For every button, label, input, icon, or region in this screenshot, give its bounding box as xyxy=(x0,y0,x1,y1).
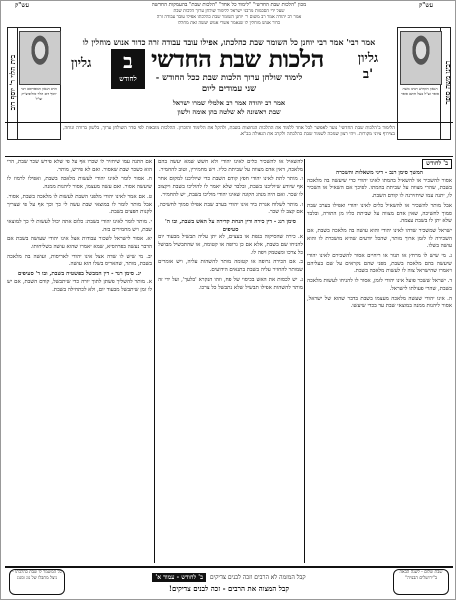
header-sublines xyxy=(79,9,379,27)
top-line: מכון "הלכות שבת החדשי" "לימוד כל אחד" "הלכות שבת" בהעמקות החדשה xyxy=(151,2,307,8)
newsletter-title: הלכות שבת החדשי xyxy=(151,46,324,73)
portrait-vertical-text: רבינו משה סופר xyxy=(443,60,452,105)
newsletter-subtitle: לימוד שולחן ערוך הלכות שבת ככל החודש - שני עמודים ליום xyxy=(155,73,303,94)
column-middle xyxy=(158,159,303,563)
portrait-left xyxy=(7,27,61,140)
paragraph: יב. מי שיש לו שדה אצל אינו יהודי לאריסות, ועושה בה מלאכה בשבת, מותר, שהאריס בשלו הוא עושה. xyxy=(7,253,152,268)
section-heading: יג. סימן רנד - דין המבשל בפשטיה בשבת, ובו ד' סעיפים xyxy=(17,271,142,278)
day-tag: ב' לחודש xyxy=(422,159,452,169)
paragraph: ה. אינו יהודי שעשה מלאכה מעצמו בשבת בדבר שהוא של ישראל, אסור ליהנות ממנה במוצאי שבת עד בכדי שיעשו. xyxy=(307,295,452,310)
divider xyxy=(5,156,453,157)
rabbi-photo xyxy=(19,31,61,85)
paragraph: להשאיל או להשכיר כלים לאינו יהודי ולא חשש שמא יעשה בהם מלאכה, דאין אדם מצווה על שביתת כליו. ויש מחמירין, וטוב להחמיר. xyxy=(158,159,303,173)
header-subline: שעל ידי הסכמות מרבני ישראל ללימוד שולחן ערוך הלכות שבת xyxy=(173,9,285,14)
portrait-caption: הרב הגאון המפורסם רבי יוסף דוב הלוי סולוביצ'יק זצ"ל xyxy=(21,86,57,101)
issue-number: ב' xyxy=(362,67,374,82)
footer-line xyxy=(71,573,387,582)
rabbi-quote: אמר רבי' אמר רבי יוחנן כל השומר שבת כהלכתו, אפילו עובד עבודה זרה כדור אנוש מוחלין לו xyxy=(82,37,376,47)
paragraph: א. כירה שהסיקוה בגפת או בעצים, לא יתן עליה תבשיל מבעוד יום להניחו שם בשבת, אלא אם כן גרופה או קטומה, או שהתבשיל מבושל כל צרכו ומצטמק ויפה לו. xyxy=(158,234,303,256)
paragraph: אסור להשכיר או להשאיל בהמתו לאינו יהודי כדי שיעשה בה מלאכה בשבת, שהרי מצווה על שביתת בהמתו. לפיכך אם השאיל או השכיר לו, יתנה עמו שיחזירנה לו קודם השבת. xyxy=(307,177,452,200)
paragraph: ישראל שמשכיר שדהו לאינו יהודי והוא עושה בה מלאכה בשבת, אם השכירה לו לזמן ארוך מותר, שהכל יודעים שהיא מושכרת לו והוא עושה בשלו. xyxy=(307,227,452,250)
paragraph: ד. ישראל ששכר פועל אינו יהודי לזמן, אסור לו להניחו לעשות מלאכה בשבת, שהרי פעולתו לישראל. xyxy=(307,278,452,292)
paragraph: ט. אם אמר לאינו יהודי מלפני השבת לעשות לו מלאכה בשבת, אסור. אבל מותר לומר לו במוצאי שבת עשה לי כך וכך אף על פי שצריך לקנות חפצים בשבת. xyxy=(7,193,152,216)
paragraph: י. מותר לומר לאינו יהודי בשבת: כלום אתה יכול לעשות לי כך למוצאי שבת, ויש מחמירים בזה. xyxy=(7,218,152,233)
issue-label-left xyxy=(71,56,91,72)
portrait-caption: הגאון הקדוש רבינו משה סופר זצ"ל בעל חתם סופר xyxy=(400,86,440,96)
footer-box-left: כל המשמר לו שבת כהלכתו - ניצל מחבלו של גוג ומגוג xyxy=(9,569,65,595)
intro-text: הלימוד ב'הלכות שבת החדשי' נועד לאפשר לכל אחד ללמוד את ההלכות הנחוצות בשבת, ולהקל את הלימוד והזכרון. ההלכות מובאות לפי סדר השולחן ערוך, בלשון ברורה ונוחה, בצירוף ציוני מקורות. ויהי רצון שנזכה לשמור שבת כהלכתה ולקרב את הגאולה בב"א. xyxy=(63,126,395,138)
footer-text: קבל המזמה לא הרבים וזכה לבנים צדיקים xyxy=(209,574,306,581)
issue-box xyxy=(111,49,145,89)
paragraph: ב. אם הכירה גרופה או קטומה מותר להשהות עליה, ויש אומרים שמותר להחזיר עליה בשבת בתנאים הידועים. xyxy=(158,259,303,274)
column-divider xyxy=(304,159,305,563)
imprint-left: עש"ק xyxy=(15,2,29,9)
column-left xyxy=(7,159,152,563)
section-heading: המשך סימן רנב - דיני משאלות והשכרה xyxy=(336,170,423,176)
paragraph: ו. מותר לתת לאינו יהודי חפץ קודם השבת כדי שיוליכנו למקום אחר אף שיודע שיוליכנו בשבת, ובלבד שלא יאמר לו להוליכו בשבת ויקצוב לו שכר. ואם היה מנהג הקונה שאינו יהודי מוליכו בשבת, יש להחמיר. xyxy=(158,176,303,198)
paragraph: יא. אסור לישראל לשכור עבודות אצל אינו יהודי שעושה בשבת אם הדבר נעשה בפרהסיא, שמא יאמרו שהוא עושה בשליחותו. xyxy=(7,236,152,251)
header-subline: אמר רב יהודה אמר רב משום ר' יוחנן השומר שבת כהלכתו אפילו עובד עבודה זרה xyxy=(156,15,302,20)
column-right xyxy=(307,159,452,563)
issue-word: גליון xyxy=(71,56,92,71)
paragraph: א. מותר להשליך פשתן לתוך יורה כדי שיתבשל, קודם השבת, אם יש לו זמן שיתבשל מבעוד יום, ולא לכתחילה בשבת. xyxy=(7,278,152,293)
tagline-2: שבת ראשונה לא שלטה בהן אומה ולשון xyxy=(177,108,281,116)
paragraph: ג. מי שיש לו מרחץ או תנור או ריחיים אסור להשכירם לאינו יהודי שיעשה בהם מלאכה בשבת, מפני שהם נקראים על שם בעליהם ויאמרו שהישראל צוה לו לעשות מלאכה בשבת. xyxy=(307,253,452,275)
footer-motto: קבל המצוה את הרבים - זכה לבנים צדיקים! xyxy=(168,584,290,593)
issue-word: גליון xyxy=(357,51,379,66)
paragraph: אבל מותר להשכיר או להשאיל כלים לאינו יהודי ואפילו בערב שבת סמוך לחשיכה, שאין אדם מצווה על שביתת כליו מן התורה, ובלבד שלא יתן לו בשבת עצמה. xyxy=(307,202,452,225)
paragraph: ז. מותר לשלוח אגרת ביד אינו יהודי בערב שבת אפילו סמוך לחשיכה, אם קצב לו שכר. xyxy=(158,201,303,216)
paragraph: ח. אסור לומר לאינו יהודי לעשות מלאכה בשבת, ואפילו לרמוז לו שיעשה אסור. ואם עשה מעצמו, אסור ליהנות ממנה. xyxy=(7,176,152,191)
paragraph: אם התנה עמו שיחזיר לו שכרו אף על פי שלא פירש שכר שבת, הרי הוא כשכר שבת שאסור. ואם לא פירש, מותר. xyxy=(7,159,152,173)
issue-letter: ב xyxy=(123,49,133,73)
column-divider xyxy=(154,159,155,563)
divider xyxy=(5,122,453,123)
section-heading: סימן רנג - דין כירה ודין הנחת קדירה על האש בשבת, ובו ה' סעיפים xyxy=(165,218,296,233)
page-label: ב' לחודש - עמוד א' xyxy=(152,573,206,582)
issue-sub: לחודש xyxy=(119,74,137,83)
issue-label-right xyxy=(345,51,391,83)
imprint-right: עש"ק xyxy=(419,2,433,9)
rabbi-photo xyxy=(400,31,442,85)
header-subline: כדור אנוש מוחלין לו שנאמר אשרי אנוש יעשה זאת מחללו xyxy=(177,21,281,26)
footer-box-right: שבת שלום - לשנה הבאה ב"ירושלים הבנויה" xyxy=(393,569,449,595)
portrait-right xyxy=(397,27,451,140)
tagline-1: אמר רב יהודה אמר רב אלמלי שמרו ישראל xyxy=(172,99,286,107)
portrait-vertical-text: בית הלוי ר' יוסף דוב xyxy=(8,54,17,111)
paragraph: ג. יש לכסות את האש בכיסוי של פח, וזהו הנקרא 'בלעך', ועל ידי זה מותר להשהות אפילו תבשיל שלא נתבשל כל צרכו. xyxy=(158,276,303,291)
